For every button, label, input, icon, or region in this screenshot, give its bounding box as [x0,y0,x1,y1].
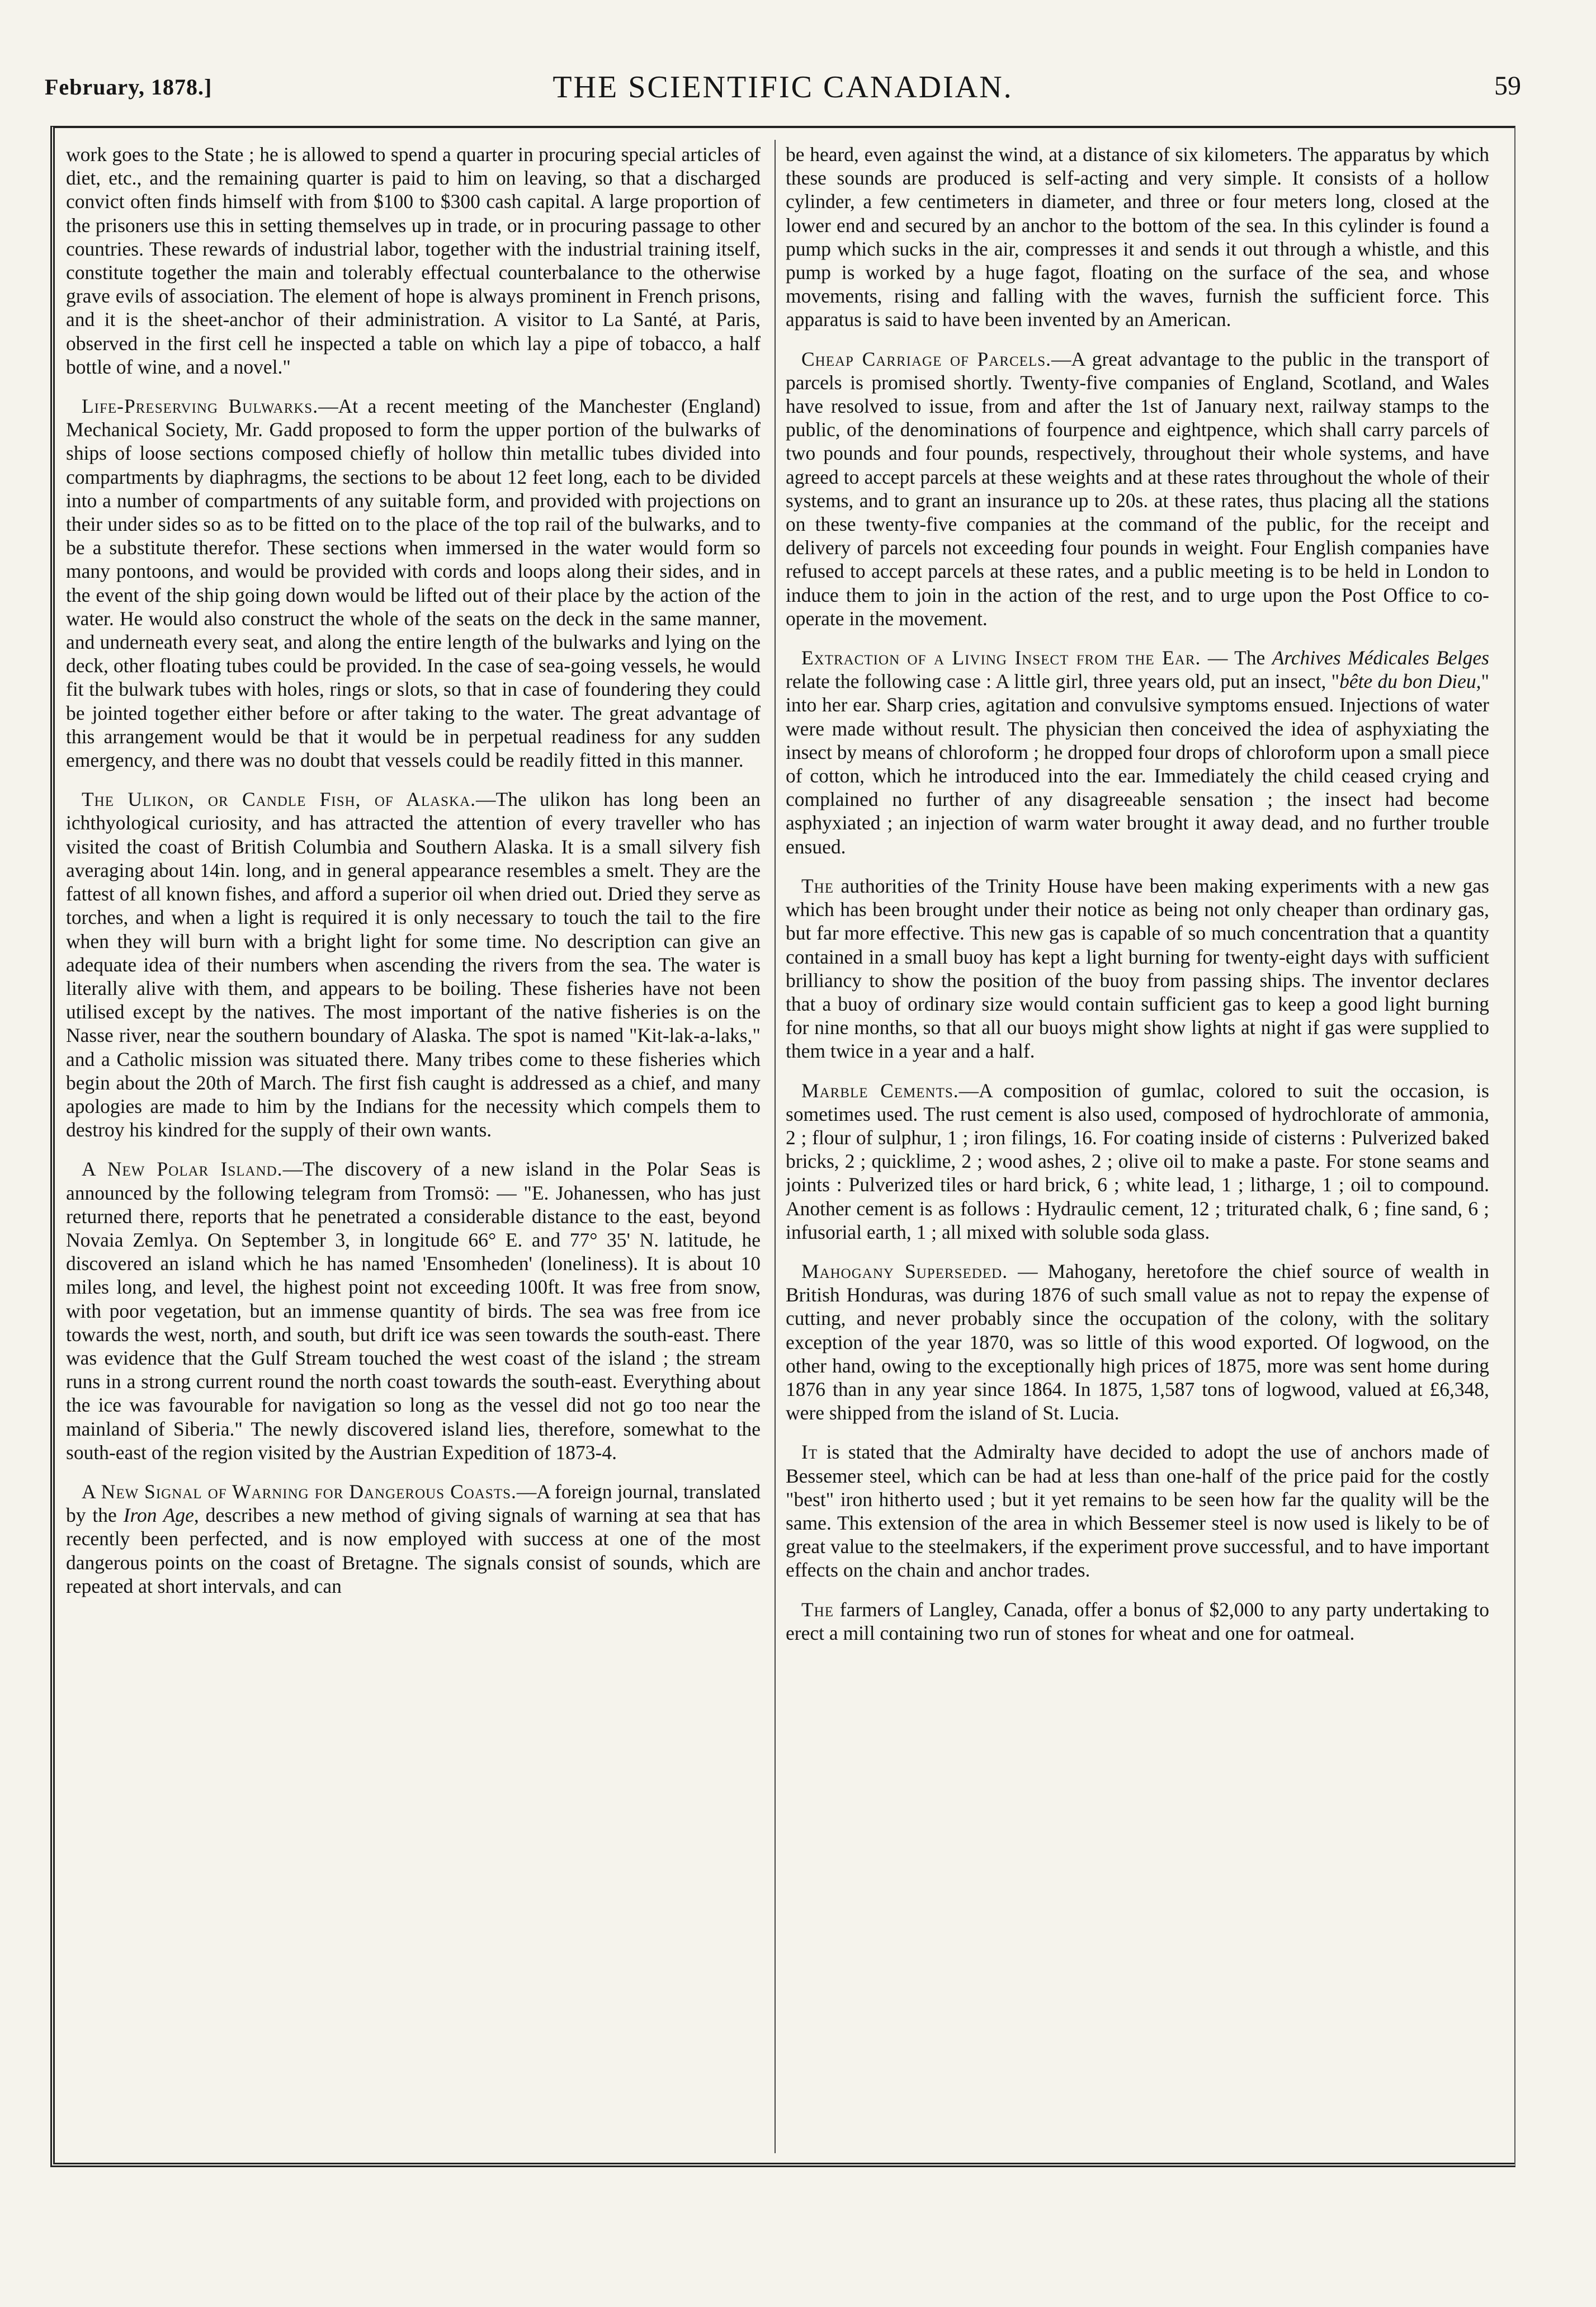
article-heading: Marble Cements. [801,1079,959,1102]
article-trinity-house-gas [786,874,1489,1063]
article-body: relate the following case : A little girl, three years old, put an insect, " [786,670,1340,693]
article-body: — Mahogany, heretofore the chief source of wealth in British Honduras, was during 1876 of such small value as not to repay the expense of cutting, and never probably since the occupation of the colony, with the solitary exception of the year 1870, was so little of this wood exported. Of logwood, on the other hand, owing to the exceptionally high prices of 1875, more was sent home during 1876 than in any year since 1864. In 1875, 1,587 tons of logwood, valued at £6,348, were shipped from the island of St. Lucia. [786,1259,1489,1424]
insect-name: bête du bon Dieu, [1339,670,1481,693]
issue-date: February, 1878.] [45,74,213,100]
left-column [66,143,761,2156]
right-column [786,143,1489,2156]
article-signal-continued [786,143,1489,332]
article-life-preserving-bulwarks [66,394,761,772]
article-cheap-carriage-of-parcels [786,347,1489,630]
article-body: be heard, even against the wind, at a distance of six kilometers. The apparatus by which these sounds are produced is self-acting and very simple. It consists of a hollow cylinder, a few centimeters in diameter, and three or four meters long, closed at the lower end and secured by an anchor to the bottom of the sea. In this cylinder is found a pump which sucks in the air, compresses it and sends it out through a whistle, and this pump is worked by a huge fagot, floating on the surface of the sea, and whose movements, rising and falling with the waves, furnish the sufficient force. This apparatus is said to have been invented by an American. [786,143,1489,331]
article-ulikon-candle-fish [66,787,761,1141]
article-bessemer-anchors [786,1440,1489,1582]
article-heading: A New Signal of Warning for Dangerous Coasts. [82,1480,517,1503]
article-body: —The ulikon has long been an ichthyological curiosity, and has attracted the attention of every traveller who has visited the coast of British Columbia and Southern Alaska. It is a small silvery fish averaging about 14in. long, and in general appearance resembles a smelt. They are the fattest of all known fishes, and afford a superior oil when dried out. Dried they serve as torches, and when a light is required it is only necessary to touch the tail to the fire when they will burn with a bright light for some time. No description can give an adequate idea of their numbers when ascending the rivers from the sea. The water is literally alive with them, and appears to be boiling. These fisheries have not been utilised except by the natives. The most important of the native fisheries is on the Nasse river, near the southern boundary of Alaska. The spot is named "Kit-lak-a-laks," and a Catholic mission was situated there. Many tribes come to these fisheries which begin about the 20th of March. The first fish caught is addressed as a chief, and many apologies are made to him by the Indians for the necessity which compels them to destroy his kindred for the supply of their own wants. [66,788,761,1141]
article-body: work goes to the State ; he is allowed to spend a quarter in procuring special articles of diet, etc., and the remaining quarter is paid to him on leaving, so that a discharged convict often finds himself with from $100 to $300 cash capital. A large proportion of the prisoners use this in setting themselves up in trade, or in procuring passage to other countries. These rewards of industrial labor, together with the industrial training itself, constitute together the main and tolerably effectual counterbalance to the otherwise grave evils of association. The element of hope is always prominent in French prisons, and it is the sheet-anchor of their administration. A visitor to La Santé, at Paris, observed in the first cell he inspected a table on which lay a pipe of tobacco, a half bottle of wine, and a novel." [66,143,761,378]
article-mahogany-superseded [786,1259,1489,1424]
article-body: , describes a new method of giving signals of warning at sea that has recently been perfected, and is now employed with success at one of the most dangerous points on the coast of Bretagne. The signals consist of sounds, which are repeated at short intervals, and can [66,1504,761,1597]
article-body: — The [1201,647,1272,669]
article-body: —At a recent meeting of the Manchester (England) Mechanical Society, Mr. Gadd proposed to form the upper portion of the bulwarks of ships of loose sections composed chiefly of hollow thin metallic tubes divided into compartments by diaphragms, the sections to be about 12 feet long, each to be divided into a number of compartments of any suitable form, and provided with projections on their under sides so as to be fitted on to the place of the top rail of the bulwarks, and to be a substitute therefor. These sections when immersed in the water would form so many pontoons, and would be provided with cords and loops along their sides, and in the event of the ship going down would be lifted out of their place by the action of the water. He would also construct the whole of the seats on the deck in the same manner, and underneath every seat, and along the entire length of the bulwarks and lying on the deck, other floating tubes could be provided. In the case of sea-going vessels, he would fit the bulwark tubes with holes, rings or slots, so that in case of foundering they could be jointed together either before or after taking to the water. The great advantage of this arrangement would be that it would be in perpetual readiness for any sudden emergency, and there was no doubt that vessels could be readily fitted in this manner. [66,395,761,772]
article-heading: Extraction of a Living Insect from the Ear. [801,647,1201,669]
article-lead-word: The [801,874,834,897]
article-body: is stated that the Admiralty have decided to adopt the use of anchors made of Bessemer steel, which can be had at less than one-half of the price paid for the costly "best" iron hitherto used ; but it yet remains to be seen how far the quality will be the same. This extension of the area in which Bessemer steel is now used is likely to be of great value to the steelmakers, if the experiment prove successful, and to have important effects on the chain and anchor trades. [786,1441,1489,1582]
article-lead-word: It [801,1441,818,1464]
article-body: —A composition of gumlac, colored to suit the occasion, is sometimes used. The rust cement is also used, composed of hydrochlorate of ammonia, 2 ; flour of sulphur, 1 ; iron filings, 16. For coating inside of cisterns : Pulverized baked bricks, 2 ; quicklime, 2 ; wood ashes, 2 ; olive oil to make a paste. For stone seams and joints : Pulverized tiles or hard brick, 6 ; white lead, 1 ; litharge, 1 ; oil to compound. Another cement is as follows : Hydraulic cement, 12 ; triturated chalk, 6 ; fine sand, 6 ; infusorial earth, 1 ; all mixed with soluble soda glass. [786,1079,1489,1243]
column-rule [775,140,776,2153]
article-heading: Mahogany Superseded. [801,1259,1008,1282]
article-heading: Cheap Carriage of Parcels. [801,347,1052,370]
running-head [45,66,1521,105]
article-body: authorities of the Trinity House have been making experiments with a new gas which has been brought under their notice as being not only cheaper than ordinary gas, but far more effective. This new gas is capable of so much concentration that a quantity contained in a small buoy has kept a light burning for twenty-eight days with sufficient brilliancy to show the position of the buoy from passing ships. The inventor declares that a buoy of ordinary size would contain sufficient gas to keep a good light burning for nine months, so that all our buoys might show lights at night if gas were supplied to them twice in a year and a half. [786,874,1489,1063]
article-body: farmers of Langley, Canada, offer a bonus of $2,000 to any party undertaking to erect a mill containing two run of stones for wheat and one for oatmeal. [786,1598,1489,1644]
article-marble-cements [786,1079,1489,1244]
article-heading: Life-Preserving Bulwarks. [82,395,319,418]
journal-title: THE SCIENTIFIC CANADIAN. [553,70,1013,105]
article-langley-mill-bonus [786,1598,1489,1645]
publication-name: Archives Médicales Belges [1272,647,1489,669]
article-heading: The Ulikon, or Candle Fish, of Alaska. [82,788,476,811]
article-prison-labor [66,143,761,379]
article-body: —A great advantage to the public in the transport of parcels is promised shortly. Twenty-five companies of England, Scotland, and Wales have resolved to issue, from and after the 1st of January next, railway stamps to the public, of the denominations of fourpence and eightpence, which shall carry parcels of two pounds and four pounds, respectively, throughout their whole systems, and have agreed to accept parcels at these weights and at these rates throughout the whole of their systems, and to grant an insurance up to 20s. at these rates, thus placing all the stations on these twenty-five companies at the command of the public, for the receipt and delivery of parcels not exceeding four pounds in weight. Four English companies have refused to accept parcels at these rates, and a public meeting is to be held in London to induce them to join in the action of the rest, and to urge upon the Post Office to co-operate in the movement. [786,347,1489,630]
article-insect-from-ear [786,646,1489,858]
article-new-polar-island [66,1157,761,1464]
article-body: —The discovery of a new island in the Polar Seas is announced by the following telegram from Tromsö: — "E. Johanessen, who has just returned there, reports that he penetrated a considerable distance to the east, beyond Novaia Zemlya. On September 3, in longitude 66° E. and 77° 35' N. latitude, he discovered an island which he has named 'Ensomheden' (loneliness). It is about 10 miles long, and level, the highest point not exceeding 100ft. It was free from snow, with poor vegetation, but an immense quantity of birds. The sea was free from ice towards the west, north, and south, but drift ice was seen towards the south-east. There was evidence that the Gulf Stream touched the west coast of the island ; the stream runs in a strong current round the north coast towards the south-east. Everything about the ice was favourable for navigation so long as the vessel did not go too near the mainland of Siberia." The newly discovered island lies, therefore, somewhat to the south-east of the region visited by the Austrian Expedition of 1873-4. [66,1158,761,1464]
publication-name: Iron Age [123,1504,194,1527]
article-body: " into her ear. Sharp cries, agitation and convulsive symptoms ensued. Injections of water were made without result. The physician then conceived the idea of asphyxiating the insect by means of chloroform ; he dropped four drops of chloroform upon a small piece of cotton, which he introduced into the ear. Immediately the child ceased crying and complained no further of any disagreeable sensation ; the insect had become asphyxiated ; an injection of warm water brought it away dead, and no further trouble ensued. [786,670,1489,858]
article-lead-word: The [801,1598,834,1621]
article-signal-of-warning [66,1480,761,1598]
page-number: 59 [1494,71,1521,101]
article-body: —A foreign journal, translated by the [66,1480,761,1527]
article-heading: A New Polar Island. [82,1158,283,1181]
